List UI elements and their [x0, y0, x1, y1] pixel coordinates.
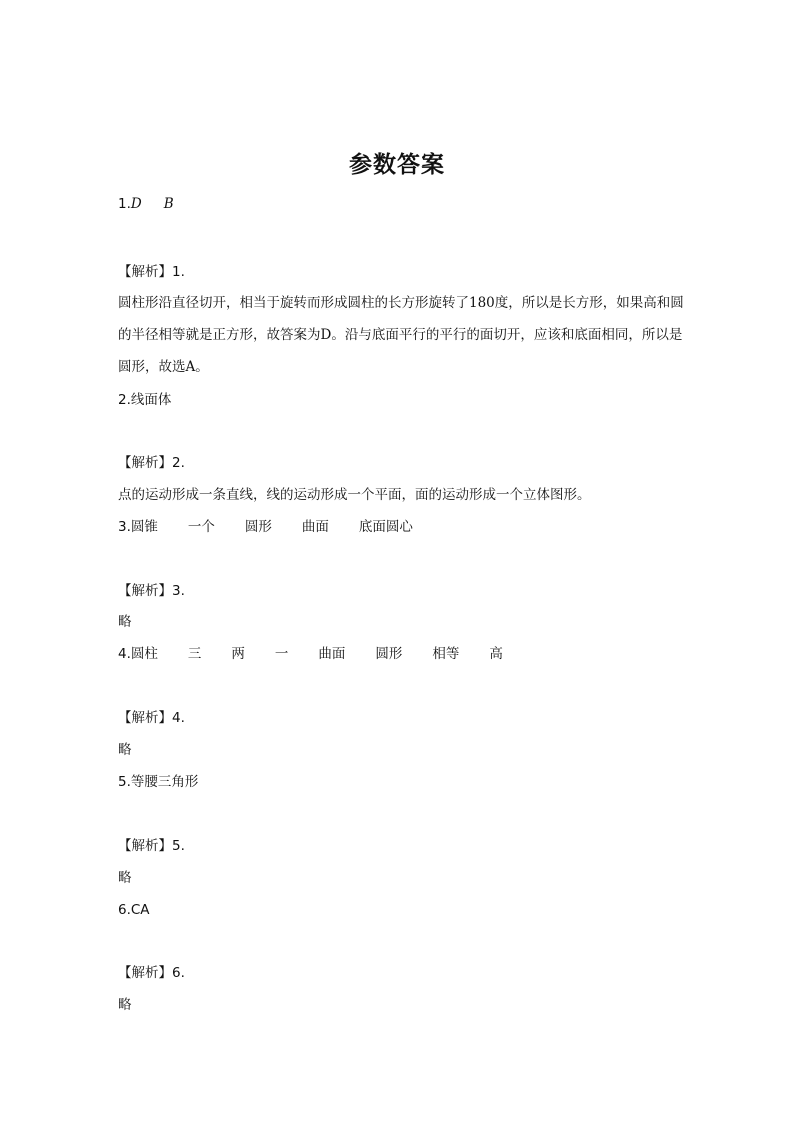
answer-number: 4.	[118, 646, 131, 662]
answer-line-1	[118, 194, 174, 214]
answer-item: 高	[489, 646, 503, 662]
answer-line-6: 6.CA	[118, 902, 150, 918]
answer-item: 圆柱	[130, 646, 158, 662]
answer-line-5: 5.等腰三角形	[118, 774, 199, 790]
answer-item: D	[130, 196, 142, 212]
analysis-text-1: 圆柱形沿直径切开，相当于旋转而形成圆柱的长方形旋转了180度，所以是长方形，如果高和圆的半径相等就是正方形，故答案为D。沿与底面平行的平行的面切开，应该和底面相同，所以是圆形，故选A。	[118, 295, 684, 375]
analysis-text-5: 略	[118, 870, 132, 886]
answer-item: 圆形	[244, 519, 272, 535]
answer-item: 一	[274, 646, 289, 662]
answer-item: 两	[231, 646, 245, 662]
answer-item: 曲面	[301, 519, 329, 535]
analysis-label-6: 【解析】6.	[118, 965, 185, 981]
answer-item: 三	[187, 646, 202, 662]
analysis-label-4: 【解析】4.	[118, 710, 185, 726]
answer-line-2: 2.线面体	[118, 392, 172, 408]
analysis-label-1: 【解析】1.	[118, 264, 185, 280]
answer-item: 圆形	[375, 646, 403, 662]
analysis-text-6: 略	[118, 997, 132, 1013]
analysis-label-5: 【解析】5.	[118, 838, 185, 854]
answer-item: 一个	[187, 519, 215, 535]
answer-line-4	[118, 644, 503, 664]
answer-item: B	[163, 196, 174, 212]
answer-item: 底面圆心	[358, 519, 413, 535]
answer-item: 曲面	[318, 646, 346, 662]
answer-item: 圆锥	[130, 519, 158, 535]
analysis-text-4: 略	[118, 742, 132, 758]
page-title: 参数答案	[349, 152, 445, 178]
analysis-text-3: 略	[118, 614, 132, 630]
answer-number: 1.	[118, 196, 131, 212]
analysis-text-2: 点的运动形成一条直线，线的运动形成一个平面，面的运动形成一个立体图形。	[118, 487, 591, 503]
answer-line-3	[118, 517, 413, 537]
answer-number: 3.	[118, 519, 131, 535]
analysis-label-3: 【解析】3.	[118, 583, 185, 599]
analysis-label-2: 【解析】2.	[118, 455, 185, 471]
answer-item: 相等	[432, 646, 460, 662]
